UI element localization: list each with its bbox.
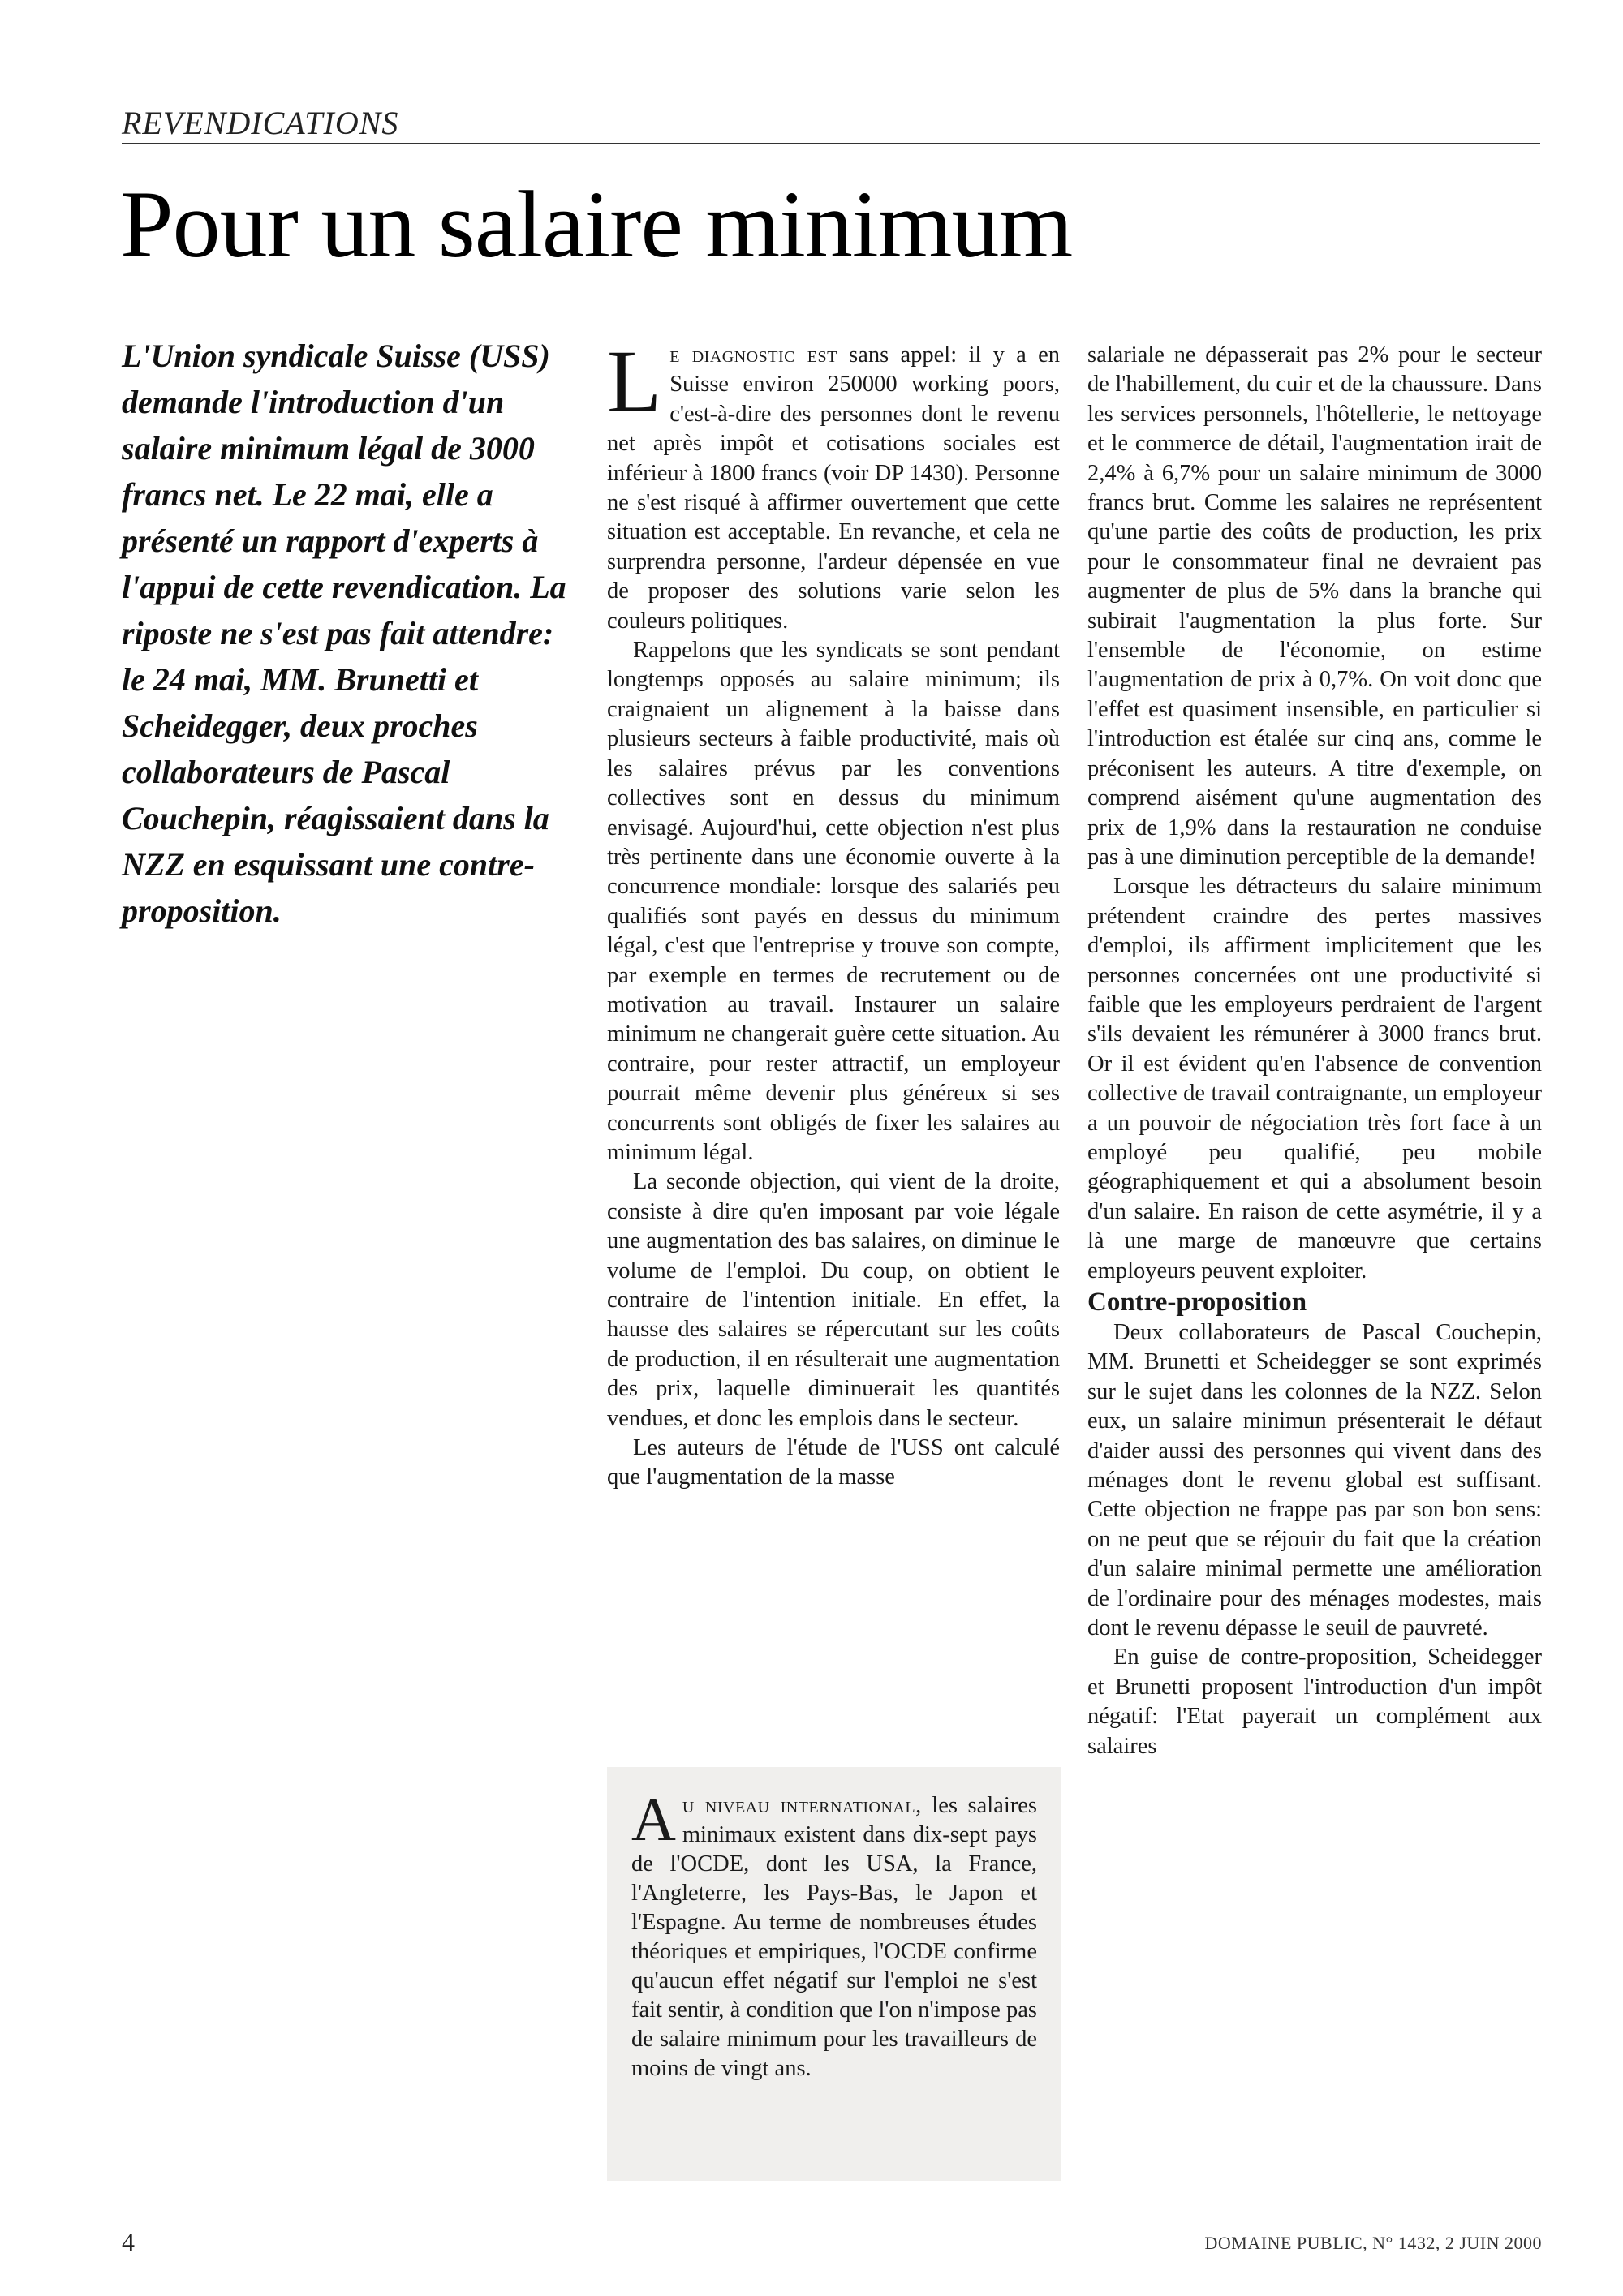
dropcap-a: A: [631, 1786, 676, 1854]
article-title: Pour un salaire minimum: [120, 171, 1073, 277]
column1-paragraph-1: [607, 332, 1060, 636]
column2-paragraph-1: salariale ne dépasserait pas 2% pour le secteur de l'habillement, du cuir et de la chaussure. Dans les services personnels, l'hôtellerie, le nettoyage et le commerce de détail, l'augmentation irait de 2,4% à 6,7% pour un salaire minimum de 3000 francs brut. Comme les salaires ne représentent qu'une partie des coûts de production, les prix pour le consommateur final ne devraient pas augmenter de plus de 5% dans la branche qui subirait l'augmentation la plus forte. Sur l'ensemble de l'économie, on estime l'augmentation de prix à 0,7%. On voit donc que l'effet est quasiment insensible, en particulier si l'introduction est étalée sur cinq ans, comme le préconisent les auteurs. A titre d'exemple, on comprend aisément qu'une augmentation des prix de 1,9% dans la restauration ne conduise pas à une diminution perceptible de la demande!: [1087, 342, 1542, 870]
sidebar-text: les salaires minimaux existent dans dix-sept pays de l'OCDE, dont les USA, la France, l'Angleterre, les Pays-Bas, le Japon et l'Espagne. Au terme de nombreuses études théoriques et empiriques, l'OCDE confirme qu'aucun effet négatif sur l'emploi ne s'est fait sentir, à condition que l'on n'impose pas de salaire minimum pour les travailleurs de moins de vingt ans.: [631, 1793, 1037, 2081]
page-number: 4: [122, 2227, 135, 2256]
sidebar-box: [607, 1767, 1061, 2181]
column2-paragraph-2: Lorsque les détracteurs du salaire minimum prétendent craindre des pertes massives d'emploi, ils affirment implicitement que les personnes concernées ont une productivité si faible que les employeurs perdraient de l'argent s'ils devaient les rémunérer à 3000 francs brut. Or il est évident qu'en l'absence de convention collective de travail contraignante, un employeur a un pouvoir de négociation très fort face à un employé peu qualifié, peu mobile géographiquement et qui a absolument besoin d'un salaire. En raison de cette asymétrie, il y a là une marge de manœuvre que certains employeurs peuvent exploiter.: [1087, 874, 1542, 1283]
article-column-2: [1087, 341, 1542, 1761]
column1-p1-text: sans appel: il y a en Suisse environ 250000 working poors, c'est-à-dire des personnes dont le revenu net après impôt et cotisations sociales est inférieur à 1800 francs (voir DP 1430). Personne ne s'est risqué à affirmer ouvertement que cette situation est acceptable. En revanche, et cela ne surprendra personne, l'ardeur dépensée en vue de proposer des solutions varie selon les couleurs politiques.: [607, 342, 1060, 634]
section-label: REVENDICATIONS: [122, 105, 399, 141]
sidebar-paragraph: [631, 1786, 1037, 2083]
opening-smallcaps: e diagnostic est: [669, 342, 837, 368]
subheading: Contre-proposition: [1087, 1288, 1307, 1317]
article-column-1: [607, 332, 1060, 1493]
column2-paragraph-4: En guise de contre-proposition, Scheidegger et Brunetti proposent l'introduction d'un impôt négatif: l'Etat payerait un complément aux salaires: [1087, 1645, 1542, 1759]
column1-paragraph-3: La seconde objection, qui vient de la droite, consiste à dire qu'en imposant par voie légale une augmentation des bas salaires, on diminue le volume de l'emploi. Du coup, on obtient le contraire de l'intention initiale. En effet, la hausse des salaires se répercutant sur les coûts de production, il en résulterait une augmentation des prix, laquelle diminuerait les quantités vendues, et donc les emplois dans le secteur.: [607, 1169, 1060, 1431]
column1-paragraph-4: Les auteurs de l'étude de l'USS ont calculé que l'augmentation de la masse: [607, 1435, 1060, 1490]
lead-text: L'Union syndicale Suisse (USS) demande l'introduction d'un salaire minimum légal de 3000 francs net. Le 22 mai, elle a présenté un rapport d'experts à l'appui de cette revendication. La riposte ne s'est pas fait attendre: le 24 mai, MM. Brunetti et Scheidegger, deux proches collaborateurs de Pascal Couchepin, réagissaient dans la NZZ en esquissant une contre-proposition.: [122, 338, 566, 929]
column1-paragraph-2: Rappelons que les syndicats se sont pendant longtemps opposés au salaire minimum; ils craignaient un alignement à la baisse dans plusieurs secteurs à faible productivité, mais où les salaires prévus par les conventions collectives sont en dessus du minimum envisagé. Aujourd'hui, cette objection n'est plus très pertinente dans une économie ouverte à la concurrence mondiale: lorsque des salariés peu qualifiés sont payés en dessus du minimum légal, c'est que l'entreprise y trouve son compte, par exemple en termes de recrutement ou de motivation au travail. Instaurer un salaire minimum ne changerait guère cette situation. Au contraire, pour rester attractif, un employeur pourrait même devenir plus généreux si ses concurrents sont obligés de fixer les salaires au minimum légal.: [607, 638, 1060, 1165]
sidebar-smallcaps: u niveau international,: [682, 1793, 922, 1818]
column2-paragraph-3: Deux collaborateurs de Pascal Couchepin, MM. Brunetti et Scheidegger se sont exprimés sur le sujet dans les colonnes de la NZZ. Selon eux, un salaire minimun présenterait le défaut d'aider aussi des personnes qui vivent dans des ménages dont le revenu global est suffisant. Cette objection ne frappe pas par son bon sens: on ne peut que se réjouir du fait que la création d'un salaire minimal permette une amélioration de l'ordinaire pour des ménages modestes, mais dont le revenu dépasse le seuil de pauvreté.: [1087, 1320, 1542, 1641]
journal-footer: DOMAINE PUBLIC, N° 1432, 2 JUIN 2000: [1204, 2233, 1542, 2253]
dropcap-l: L: [607, 332, 662, 431]
header-rule: [122, 143, 1540, 144]
lead-paragraph: [122, 333, 576, 934]
